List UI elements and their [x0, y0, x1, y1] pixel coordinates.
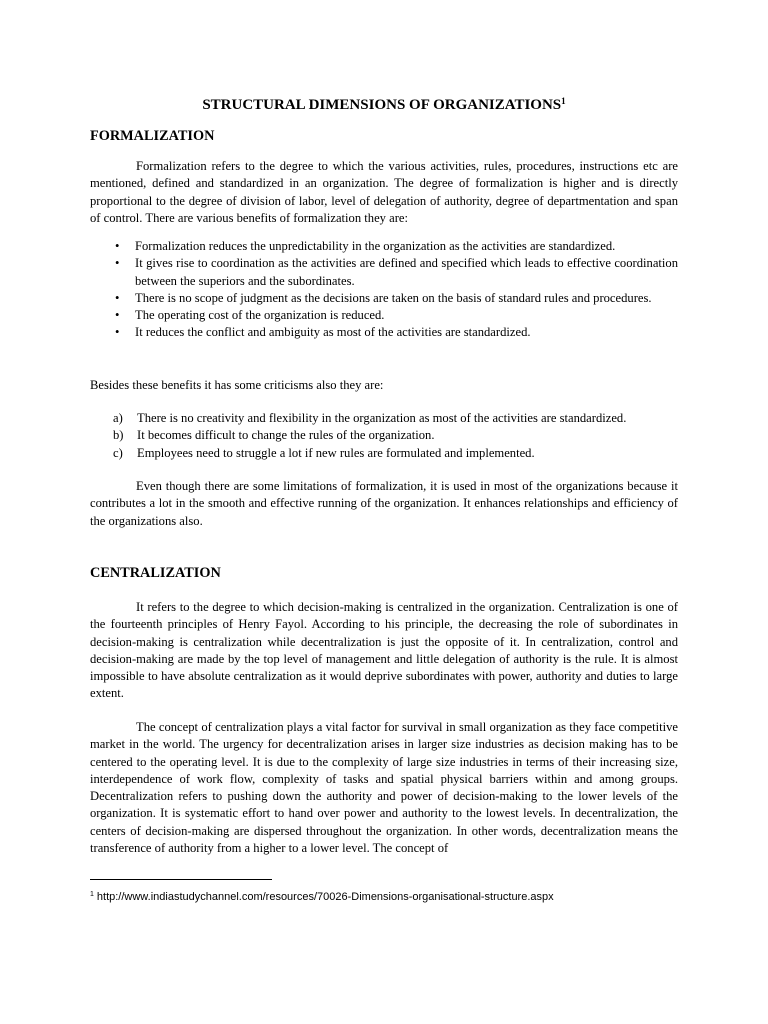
footnote: $^1$ http://www.indiastudychannel.com/resources/70026-Dimensions-organisational-structure.aspx: [90, 891, 554, 903]
paragraph-centralization-1: It refers to the degree to which decision-making is centralized in the organization. Centralization is one of the fourteenth principles of Henry Fayol. According to his principle, the decreasing the role of subordinates in decision-making is centralization while decentralization is just the opposite of it. In centralization, control and decision-making are made by the top level of management and little delegation of authority is the rule. It is almost impossible to have absolute centralization as it would deprive subordinates with power, authority and duties to large extent.: [90, 600, 678, 701]
benefits-list: [90, 238, 678, 342]
section-heading-centralization: CENTRALIZATION: [90, 565, 221, 581]
page-title: STRUCTURAL DIMENSIONS OF ORGANIZATIONS$^1$: [202, 96, 566, 113]
list-item: b) It becomes difficult to change the rules of the organization.: [113, 428, 435, 443]
list-item: • Formalization reduces the unpredictability in the organization as the activities are standardized.: [115, 239, 616, 253]
paragraph-formalization-intro: Formalization refers to the degree to which the various activities, rules, procedures, instructions etc are mentioned, defined and standardized in an organization. The degree of formalization is higher and is directly proportional to the degree of division of labor, level of delegation of authority, degree of departmentation and span of control. There are various benefits of formalization they are:: [90, 159, 678, 225]
footnote-separator: [90, 879, 272, 880]
list-item: c) Employees need to struggle a lot if new rules are formulated and implemented.: [113, 445, 535, 460]
list-item: • The operating cost of the organization is reduced.: [115, 308, 385, 323]
list-item: • It reduces the conflict and ambiguity as most of the activities are standardized.: [115, 325, 531, 340]
criticisms-list: [90, 410, 678, 462]
list-item: • There is no scope of judgment as the decisions are taken on the basis of standard rules and procedures.: [115, 290, 652, 305]
list-item: a) There is no creativity and flexibility in the organization as most of the activities are standardized.: [113, 411, 627, 425]
footnote-link[interactable]: http://www.indiastudychannel.com/resources/70026-Dimensions-organisational-structure.aspx: [96, 891, 554, 903]
footnote-ref[interactable]: 1: [561, 96, 566, 106]
list-item: • It gives rise to coordination as the activities are defined and specified which leads to effective coordination between the superiors and the subordinates.: [115, 256, 678, 288]
paragraph-formalization-conclusion: Even though there are some limitations of formalization, it is used in most of the organizations because it contributes a lot in the smooth and effective running of the organization. It enhances relationships and efficiency of the organizations also.: [90, 479, 678, 528]
paragraph-centralization-2: The concept of centralization plays a vital factor for survival in small organization as they face competitive market in the world. The urgency for decentralization arises in larger size industries as decision making has to be centered to the operating level. It is due to the complexity of large size industries in terms of their increasing size, interdependence of work flow, complexity of tasks and spatial physical barriers within and among groups. Decentralization refers to pushing down the authority and power of decision-making to the lower levels of the organization. It is systematic effort to hand over power and authority to the lowest levels. In decentralization, the centers of decision-making are dispersed throughout the organization. In other words, decentralization means the transference of authority from a higher to a lower level. The concept of: [90, 720, 678, 856]
section-heading-formalization: FORMALIZATION: [90, 128, 215, 144]
paragraph-criticism-intro: Besides these benefits it has some criticisms also they are:: [90, 378, 384, 392]
